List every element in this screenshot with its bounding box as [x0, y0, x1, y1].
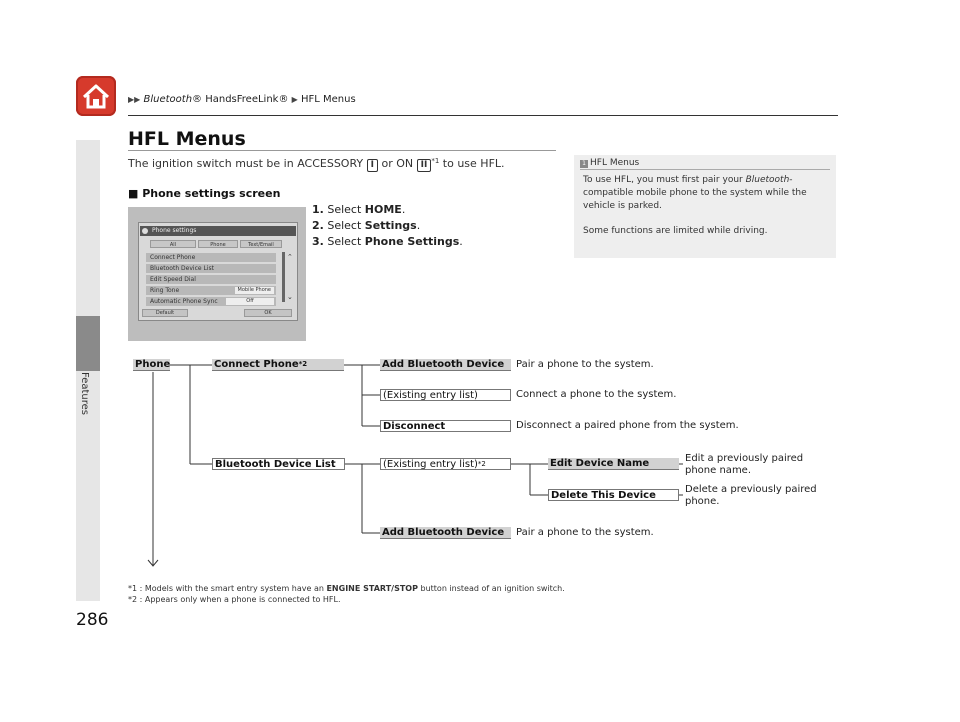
step-1: 1. Select HOME.	[312, 203, 406, 216]
note-heading-text: HFL Menus	[590, 158, 640, 168]
screen-tab-phone[interactable]: Phone	[198, 240, 238, 248]
screen-row-speed-dial[interactable]: Edit Speed Dial	[146, 275, 276, 284]
note-line-2: Some functions are limited while driving.	[583, 226, 768, 236]
tree-disconnect: Disconnect	[380, 420, 511, 432]
screen-ok-button[interactable]: OK	[244, 309, 292, 317]
key-accessory: I	[367, 159, 378, 172]
page-title: HFL Menus	[128, 128, 246, 150]
note-icon: 1	[580, 160, 588, 168]
tree-bt-device-list: Bluetooth Device List	[212, 458, 345, 470]
footnote-2: *2 : Appears only when a phone is connected to HFL.	[128, 595, 341, 604]
desc-connect: Connect a phone to the system.	[516, 389, 677, 400]
step-3: 3. Select Phone Settings.	[312, 235, 463, 248]
tree-connect-phone: Connect Phone$^{*2}$	[212, 359, 344, 371]
section-heading: ■ Phone settings screen	[128, 187, 281, 200]
intro-before: The ignition switch must be in ACCESSORY	[128, 157, 364, 170]
page-number: 286	[76, 610, 109, 630]
tree-add-bt-device-2: Add Bluetooth Device	[380, 527, 511, 539]
breadcrumb-arrow-icon: ▶▶	[128, 95, 141, 104]
side-label: Features	[79, 372, 90, 415]
desc-pair-1: Pair a phone to the system.	[516, 359, 654, 370]
breadcrumb-part-menus[interactable]: HFL Menus	[301, 94, 356, 105]
intro-after: to use HFL.	[442, 157, 505, 170]
screen-default-button[interactable]: Default	[142, 309, 188, 317]
tree-add-bt-device-1: Add Bluetooth Device	[380, 359, 511, 371]
desc-edit: Edit a previously paired phone name.	[685, 453, 804, 476]
footnote-ref-1[interactable]: *1	[431, 157, 440, 165]
tree-existing-entry-2: (Existing entry list)$^{*2}$	[380, 458, 511, 470]
screen-row-bt-list[interactable]: Bluetooth Device List	[146, 264, 276, 273]
scroll-down-icon[interactable]: ⌄	[287, 293, 293, 301]
screen-ring-tone-value: Mobile Phone	[235, 287, 274, 294]
key-on: II	[417, 159, 432, 172]
screen-auto-sync-value: Off	[226, 298, 274, 305]
tree-edit-device-name: Edit Device Name	[548, 458, 679, 470]
screen-row-auto-sync[interactable]: Automatic Phone Sync Off	[146, 297, 276, 306]
screen-tab-text-email[interactable]: Text/Email	[240, 240, 282, 248]
screen-row-ring-tone[interactable]: Ring Tone Mobile Phone	[146, 286, 276, 295]
tree-phone: Phone	[135, 359, 171, 370]
intro-mid: or ON	[381, 157, 414, 170]
desc-disconnect: Disconnect a paired phone from the system.	[516, 420, 739, 431]
note-line-1: To use HFL, you must first pair your Bluetooth-compatible mobile phone to the system while the vehicle is parked.	[583, 175, 807, 211]
desc-pair-2: Pair a phone to the system.	[516, 527, 654, 538]
breadcrumb-part-hfl[interactable]: ® HandsFreeLink®	[192, 94, 289, 105]
screen-title: Phone settings	[140, 226, 296, 236]
tree-existing-entry-1: (Existing entry list)	[380, 389, 511, 401]
step-2: 2. Select Settings.	[312, 219, 421, 232]
breadcrumb-part-bluetooth[interactable]: Bluetooth	[143, 94, 193, 105]
breadcrumb-arrow-icon: ▶	[291, 95, 298, 104]
screen-row-connect-phone[interactable]: Connect Phone	[146, 253, 276, 262]
scroll-up-icon[interactable]: ⌃	[287, 253, 293, 261]
footnote-1: *1 : Models with the smart entry system have an ENGINE START/STOP button instead of an ignition switch.	[128, 584, 565, 593]
tree-delete-device: Delete This Device	[548, 489, 679, 501]
desc-delete: Delete a previously paired phone.	[685, 484, 817, 507]
screen-tab-all[interactable]: All	[150, 240, 196, 248]
